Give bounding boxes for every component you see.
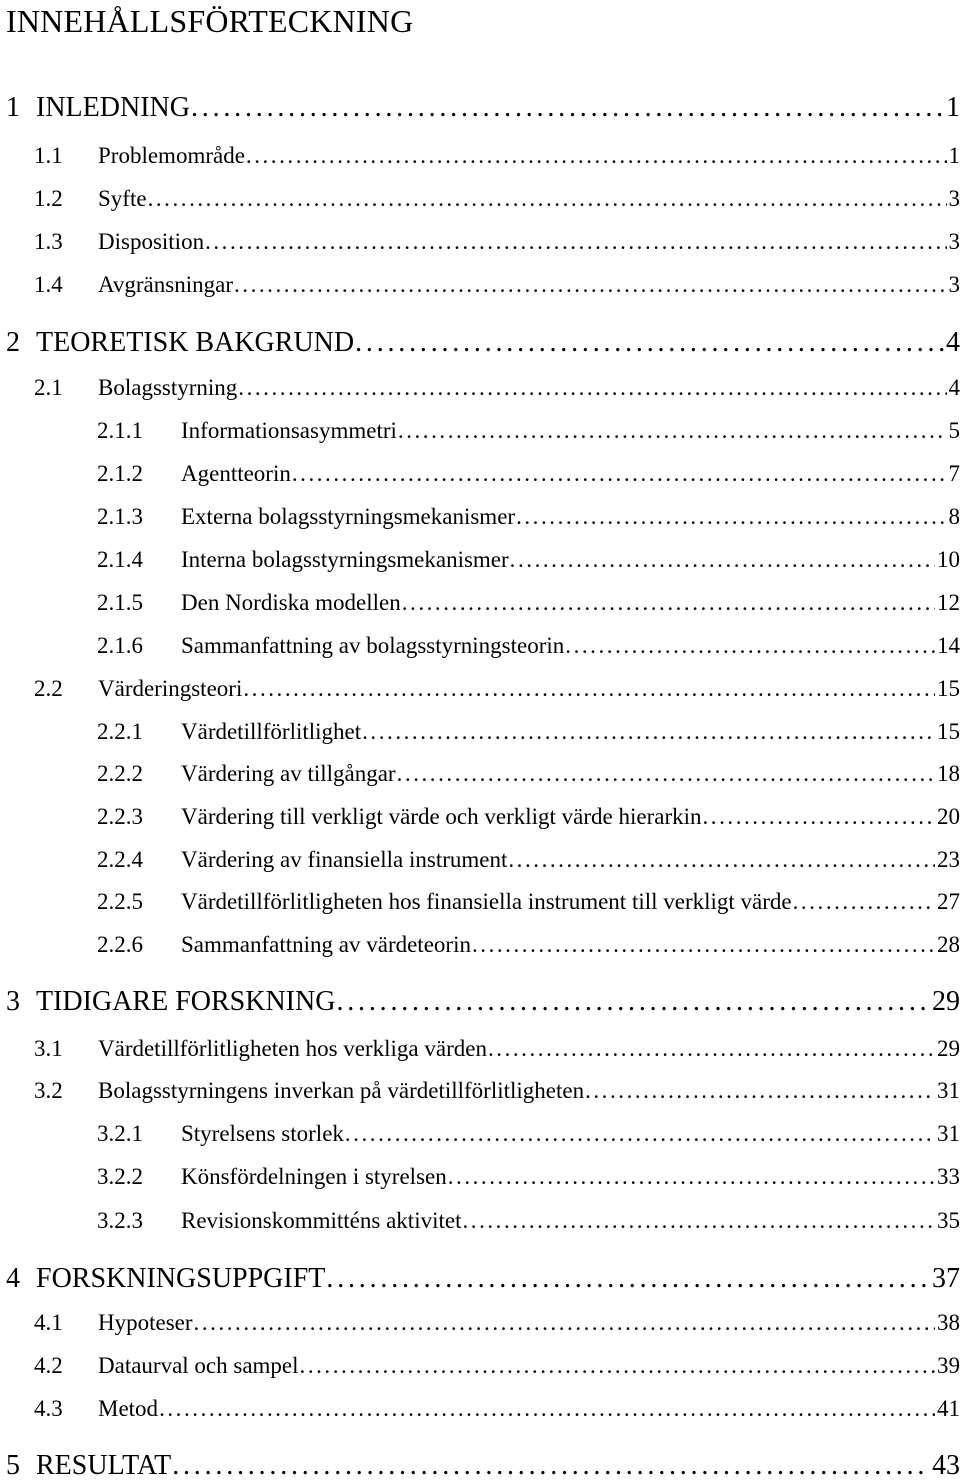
toc-entry-label: Revisionskommitténs aktivitet (181, 1208, 462, 1233)
toc-entry-number: 3.1 (34, 1036, 63, 1061)
toc-dot-leader (345, 1120, 935, 1148)
toc-entry[interactable] (97, 931, 960, 959)
toc-dot-leader (292, 460, 947, 488)
toc-entry-page-number: 20 (937, 804, 960, 829)
toc-entry-number: 1.3 (34, 229, 63, 254)
toc-entry-page-number: 31 (937, 1121, 960, 1146)
toc-entry-number: 1 (6, 92, 20, 123)
toc-entry-number: 3.2.2 (97, 1164, 143, 1189)
toc-entry-page-number: 15 (937, 676, 960, 701)
toc-entry-label: Avgränsningar (98, 272, 233, 297)
toc-entry[interactable] (97, 718, 960, 746)
toc-entry-label: Värderingsteori (98, 676, 243, 701)
toc-entry-page-number: 33 (937, 1164, 960, 1189)
toc-dot-leader (472, 931, 935, 959)
toc-title: INNEHÅLLSFÖRTECKNING (6, 3, 414, 39)
toc-entry-number: 2.1.2 (97, 461, 143, 486)
toc-dot-leader (488, 1035, 935, 1063)
toc-entry[interactable] (6, 1449, 960, 1483)
toc-entry-number: 2.2 (34, 676, 63, 701)
toc-entry-number: 2.1 (34, 375, 63, 400)
toc-dot-leader (402, 589, 935, 617)
toc-entry-label: Bolagsstyrningens inverkan på värdetillförlitligheten (98, 1078, 585, 1103)
toc-entry-page-number: 8 (948, 504, 960, 529)
toc-entry[interactable] (34, 675, 960, 703)
toc-entry-label: Dataurval och sampel (98, 1353, 299, 1378)
toc-dot-leader (336, 985, 930, 1019)
toc-entry[interactable] (34, 374, 960, 402)
toc-entry-page-number: 37 (932, 1263, 960, 1294)
toc-entry-number: 1.4 (34, 272, 63, 297)
toc-entry-number: 2.1.1 (97, 418, 143, 443)
toc-dot-leader (362, 718, 935, 746)
toc-entry-page-number: 4 (946, 327, 960, 358)
toc-entry[interactable] (97, 1120, 960, 1148)
toc-entry-page-number: 35 (937, 1208, 960, 1233)
toc-entry-label: Agentteorin (181, 461, 291, 486)
toc-entry-label: RESULTAT (36, 1450, 172, 1481)
toc-dot-leader (355, 326, 944, 360)
toc-entry-page-number: 3 (948, 272, 960, 297)
toc-dot-leader (246, 142, 947, 170)
toc-entry-label: Värdering av tillgångar (181, 761, 396, 786)
toc-entry-label: Värdering av finansiella instrument (181, 847, 508, 872)
toc-dot-leader (159, 1395, 935, 1423)
toc-entry-number: 2.1.6 (97, 633, 143, 658)
toc-dot-leader (397, 760, 935, 788)
toc-dot-leader (238, 374, 946, 402)
toc-entry[interactable] (97, 503, 960, 531)
toc-entry-number: 4.1 (34, 1310, 63, 1335)
toc-entry-page-number: 7 (948, 461, 960, 486)
toc-entry[interactable] (97, 846, 960, 874)
toc-entry[interactable] (34, 1077, 960, 1105)
toc-entry-number: 3.2.3 (97, 1208, 143, 1233)
toc-entry-label: Externa bolagsstyrningsmekanismer (181, 504, 516, 529)
toc-entry[interactable] (34, 142, 960, 170)
toc-entry-label: Sammanfattning av bolagsstyrningsteorin (181, 633, 565, 658)
toc-entry-number: 2.2.4 (97, 847, 143, 872)
toc-entry-number: 2.2.5 (97, 889, 143, 914)
toc-entry-number: 2.1.3 (97, 504, 143, 529)
toc-entry-label: Disposition (98, 229, 205, 254)
toc-entry[interactable] (6, 326, 960, 360)
toc-entry-page-number: 3 (948, 186, 960, 211)
toc-entry-page-number: 31 (937, 1078, 960, 1103)
toc-entry-label: Värdetillförlitligheten hos verkliga värden (98, 1036, 487, 1061)
toc-dot-leader (398, 417, 947, 445)
toc-dot-leader (300, 1352, 935, 1380)
toc-entry[interactable] (6, 91, 960, 125)
toc-entry-label: Bolagsstyrning (98, 375, 238, 400)
toc-entry-label: Hypoteser (98, 1310, 193, 1335)
toc-entry-number: 3.2.1 (97, 1121, 143, 1146)
toc-entry-page-number: 27 (937, 889, 960, 914)
toc-entry[interactable] (34, 1309, 960, 1337)
toc-entry-label: TIDIGARE FORSKNING (36, 986, 336, 1017)
toc-dot-leader (462, 1207, 935, 1235)
toc-entry-number: 2 (6, 327, 20, 358)
toc-entry-page-number: 29 (932, 986, 960, 1017)
toc-dot-leader (510, 546, 935, 574)
toc-entry-page-number: 1 (948, 143, 960, 168)
toc-entry-page-number: 5 (948, 418, 960, 443)
toc-entry[interactable] (97, 417, 960, 445)
toc-entry-page-number: 1 (946, 92, 960, 123)
toc-dot-leader (243, 675, 935, 703)
toc-dot-leader (194, 1309, 935, 1337)
toc-entry-number: 2.2.2 (97, 761, 143, 786)
toc-entry[interactable] (97, 546, 960, 574)
toc-dot-leader (172, 1449, 930, 1483)
toc-entry[interactable] (97, 760, 960, 788)
toc-dot-leader (191, 91, 944, 125)
toc-entry-page-number: 12 (937, 590, 960, 615)
toc-dot-leader (585, 1077, 935, 1105)
toc-entry-page-number: 38 (937, 1310, 960, 1335)
toc-entry[interactable] (97, 888, 960, 916)
toc-entry-label: Värdering till verkligt värde och verkligt värde hierarkin (181, 804, 702, 829)
toc-entry-page-number: 14 (937, 633, 960, 658)
toc-entry-page-number: 18 (937, 761, 960, 786)
toc-entry[interactable] (97, 1207, 960, 1235)
toc-entry[interactable] (34, 1035, 960, 1063)
toc-entry-label: Informationsasymmetri (181, 418, 397, 443)
toc-entry-number: 1.2 (34, 186, 63, 211)
toc-entry[interactable] (6, 1262, 960, 1296)
toc-dot-leader (148, 185, 947, 213)
toc-dot-leader (234, 271, 947, 299)
toc-entry-page-number: 4 (948, 375, 960, 400)
toc-entry-page-number: 15 (937, 719, 960, 744)
toc-dot-leader (326, 1262, 930, 1296)
toc-entry-label: INLEDNING (36, 92, 190, 123)
toc-entry-number: 2.2.1 (97, 719, 143, 744)
toc-entry-label: Värdetillförlitligheten hos finansiella instrument till verkligt värde (181, 889, 792, 914)
toc-entry-page-number: 41 (937, 1396, 960, 1421)
toc-entry[interactable] (6, 985, 960, 1019)
toc-dot-leader (205, 228, 946, 256)
toc-dot-leader (508, 846, 935, 874)
toc-entry-number: 4 (6, 1263, 20, 1294)
toc-dot-leader (516, 503, 946, 531)
toc-entry[interactable] (34, 185, 960, 213)
toc-entry[interactable] (34, 1352, 960, 1380)
toc-entry-label: Den Nordiska modellen (181, 590, 401, 615)
toc-entry-label: Styrelsens storlek (181, 1121, 344, 1146)
toc-dot-leader (703, 803, 936, 831)
toc-entry-page-number: 10 (937, 547, 960, 572)
toc-dot-leader (565, 632, 935, 660)
toc-entry-number: 3.2 (34, 1078, 63, 1103)
toc-entry-label: TEORETISK BAKGRUND (36, 327, 355, 358)
toc-entry-page-number: 39 (937, 1353, 960, 1378)
toc-entry-number: 2.2.6 (97, 932, 143, 957)
toc-dot-leader (448, 1163, 935, 1191)
toc-entry-page-number: 29 (937, 1036, 960, 1061)
toc-entry[interactable] (97, 460, 960, 488)
toc-entry-label: Syfte (98, 186, 147, 211)
toc-entry-label: Interna bolagsstyrningsmekanismer (181, 547, 509, 572)
toc-entry[interactable] (34, 271, 960, 299)
toc-entry-number: 2.1.5 (97, 590, 143, 615)
toc-entry[interactable] (97, 1163, 960, 1191)
toc-entry[interactable] (34, 1395, 960, 1423)
toc-entry[interactable] (97, 803, 960, 831)
toc-entry-page-number: 23 (937, 847, 960, 872)
toc-entry[interactable] (97, 632, 960, 660)
toc-entry-number: 4.2 (34, 1353, 63, 1378)
toc-entry-page-number: 28 (937, 932, 960, 957)
toc-entry-label: Sammanfattning av värdeteorin (181, 932, 471, 957)
toc-entry-number: 2.1.4 (97, 547, 143, 572)
toc-entry-label: Könsfördelningen i styrelsen (181, 1164, 447, 1189)
toc-entry-label: FORSKNINGSUPPGIFT (36, 1263, 326, 1294)
toc-entry-number: 1.1 (34, 143, 63, 168)
toc-entry-number: 4.3 (34, 1396, 63, 1421)
toc-entry-number: 2.2.3 (97, 804, 143, 829)
toc-entry[interactable] (34, 228, 960, 256)
toc-entry-page-number: 3 (948, 229, 960, 254)
toc-entry-page-number: 43 (932, 1450, 960, 1481)
toc-entry-label: Metod (98, 1396, 159, 1421)
toc-entry-label: Problemområde (98, 143, 245, 168)
toc-entry[interactable] (97, 589, 960, 617)
toc-entry-label: Värdetillförlitlighet (181, 719, 362, 744)
toc-entry-number: 5 (6, 1450, 20, 1481)
toc-dot-leader (793, 888, 935, 916)
toc-entry-number: 3 (6, 986, 20, 1017)
